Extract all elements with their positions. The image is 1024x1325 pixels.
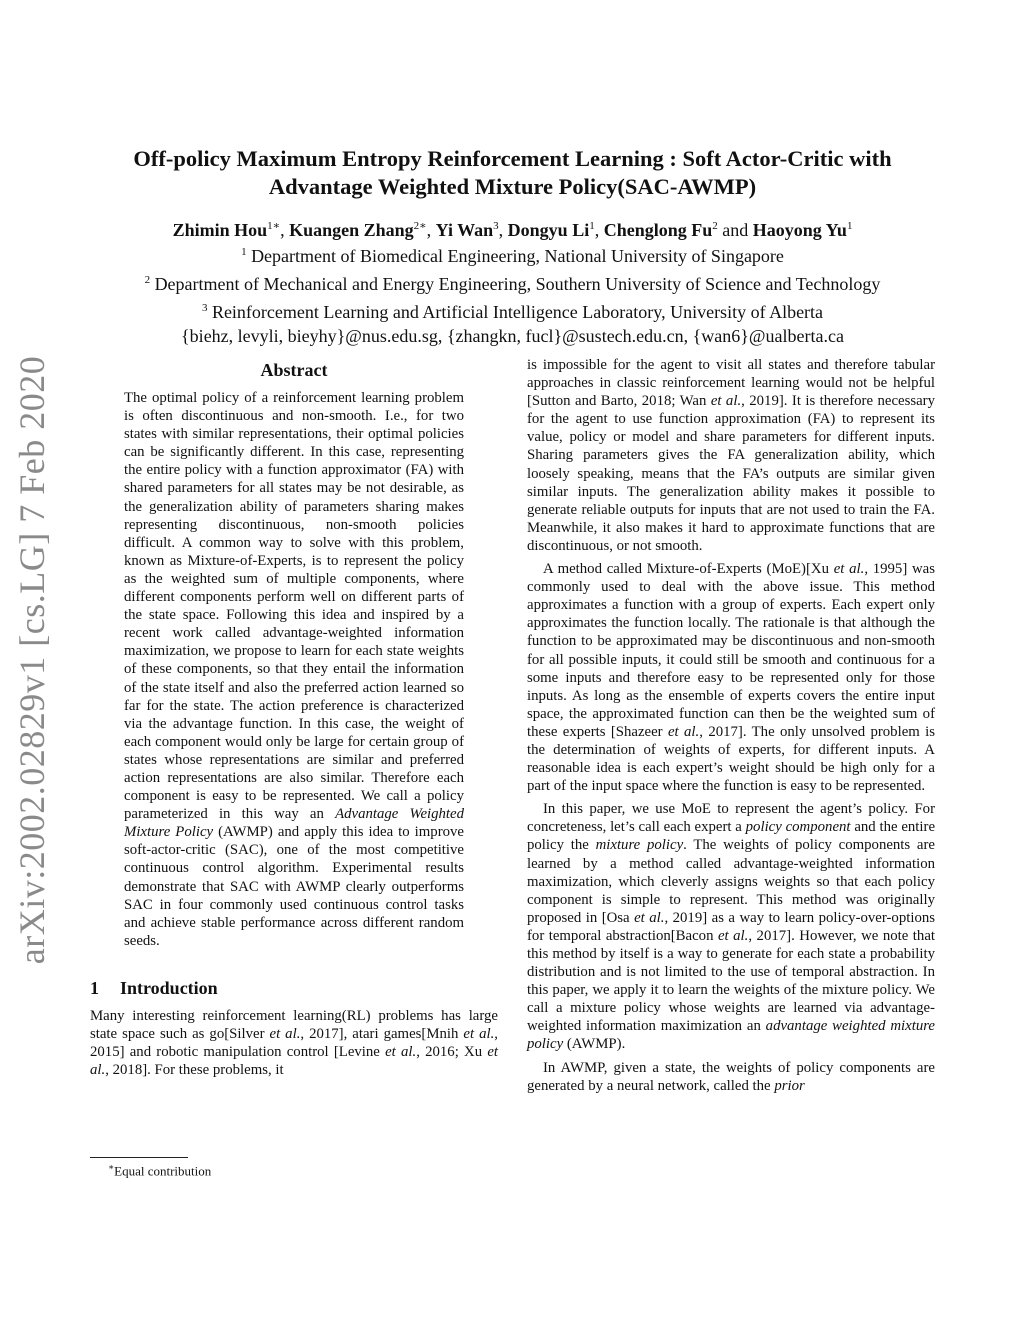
section-number: 1 — [90, 977, 99, 998]
author-name: Chenglong Fu — [603, 220, 713, 240]
intro-paragraph: A method called Mixture-of-Experts (MoE)[Xu et al., 1995] was commonly used to deal with the above issue. This method approximates a function with a group of experts. Each expert only approximates the function locally. The rationale is that although the function to be approximated may be discontinuous and non-smooth for all possible inputs, it could still be smooth and continuous for a some inputs and therefore easy to be represented only for those inputs. As long as the ensemble of experts covers the entire input space, the approximated function can then be the weighted sum of these experts [Shazeer et al., 2017]. The only unsolved problem is the determination of weights of experts, for different inputs. A reasonable idea is each expert’s weight should be high only for a part of the input space where the function is easy to be represented. — [527, 561, 936, 795]
affiliation-line: $^3$ Reinforcement Learning and Artificial Intelligence Laboratory, University of Alberta — [201, 302, 824, 322]
author-name: Zhimin Hou — [172, 220, 268, 240]
footnote-rule — [90, 1157, 188, 1158]
right-column — [527, 356, 935, 1095]
intro-paragraph: Many interesting reinforcement learning(RL) problems has large state space such as go[Silver et al., 2017], atari games[Mnih et al., 2015] and robotic manipulation control [Levine et al., 2016; Xu et al., 2018]. For these problems, it — [90, 1007, 498, 1079]
paper-title — [90, 145, 935, 201]
author-affil-mark: 2∗ — [413, 220, 427, 232]
author-name: Dongyu Li — [507, 220, 590, 240]
email-line: {biehz, levyli, bieyhy}@nus.edu.sg, {zhangkn, fucl}@sustech.edu.cn, {wan6}@ualberta.ca — [181, 326, 844, 346]
left-column — [90, 360, 498, 1079]
intro-paragraph: is impossible for the agent to visit all states and therefore tabular approaches in classic reinforcement learning would not be helpful [Sutton and Barto, 2018; Wan et al., 2019]. It is therefore necessary for the agent to use function approximation (FA) to represent its value, policy or model and share parameters for different inputs. Sharing parameters gives the FA generalization ability, which loosely speaking, means that the FA’s outputs are similar given similar inputs. The generalization ability makes it possible to generate reliable outputs for inputs that are not used to train the FA. Meanwhile, it also makes it hard to approximate functions that are discontinuous, or not smooth. — [527, 357, 935, 554]
author-affil-mark: 1∗ — [267, 220, 281, 232]
affiliation-line: $^2$ Department of Mechanical and Energy Engineering, Southern University of Science and Technology — [144, 274, 881, 294]
author-affil-mark: 1 — [589, 220, 595, 232]
footnote: ∗Equal contribution — [108, 1162, 212, 1179]
arxiv-stamp — [10, 355, 54, 965]
author-list: Zhimin Hou$^{1∗}$, Kuangen Zhang$^{2∗}$, Yi Wan$^3$, Dongyu Li$^1$, Chenglong Fu$^2$ and Haoyong Yu$^1$ — [172, 220, 853, 240]
intro-paragraph: In this paper, we use MoE to represent the agent’s policy. For concreteness, let’s call each expert a policy component and the entire policy the mixture policy. The weights of policy components are learned by a method called advantage-weighted information maximization, which cleverly assigns weights so that each policy component is simple to represent. This method was originally proposed in [Osa et al., 2019] as a way to learn policy-over-options for temporal abstraction[Bacon et al., 2017]. However, we note that this method by itself is a way to generate for each state a probability distribution and is not limited to the use of temporal abstraction. In this paper, we apply it to learn the weights of the mixture policy. We call a mixture policy whose weights are learned via advantage-weighted information maximization an advantage weighted mixture policy (AWMP). — [527, 801, 936, 1053]
title-line-2: Advantage Weighted Mixture Policy(SAC-AWMP) — [268, 174, 757, 199]
section-heading-introduction — [90, 978, 498, 999]
section-title: Introduction — [120, 977, 218, 998]
abstract-heading: Abstract — [260, 360, 328, 380]
author-affil-mark: 3 — [493, 220, 499, 232]
author-name: Kuangen Zhang — [289, 220, 414, 240]
affiliation-line: $^1$ Department of Biomedical Engineering, National University of Singapore — [241, 246, 784, 266]
author-name: Haoyong Yu — [752, 220, 847, 240]
affiliations — [90, 240, 935, 348]
abstract-text: The optimal policy of a reinforcement learning problem is often discontinuous and non-smooth. I.e., for two states with similar representations, their optimal policies can be significantly different. In this case, representing the entire policy with a function approximator (FA) with shared parameters for all states may be not desirable, as the generalization ability of parameters sharing makes representing discontinuous, non-smooth policies difficult. A common way to solve with this problem, known as Mixture-of-Experts, is to represent the policy as the weighted sum of multiple components, where different components perform well on different parts of the state space. Following this idea and inspired by a recent work called advantage-weighted information maximization, we propose to learn for each state weights of these components, so that they entail the information of the state itself and also the preferred action learned so far for the state. The action preference is characterized via the advantage function. In this case, the weight of each component would only be large for certain group of states whose representations are similar and preferred action representations are also similar. Therefore each component is easy to be represented. We call a policy parameterized in this way an Advantage Weighted Mixture Policy (AWMP) and apply this idea to improve soft-actor-critic (SAC), one of the most competitive continuous control algorithm. Experimental results demonstrate that SAC with AWMP clearly outperforms SAC in four commonly used continuous control tasks and achieve stable performance across different random seeds. — [124, 390, 465, 949]
author-affil-mark: 2 — [712, 220, 718, 232]
intro-paragraph: In AWMP, given a state, the weights of policy components are generated by a neural network, called the prior — [527, 1059, 935, 1094]
author-affil-mark: 1 — [846, 220, 853, 232]
arxiv-identifier[interactable]: arXiv:2002.02829v1 [cs.LG] 7 Feb 2020 — [12, 355, 53, 965]
author-name: Yi Wan — [435, 220, 494, 240]
author-conjunction: and — [722, 220, 749, 240]
title-line-1: Off-policy Maximum Entropy Reinforcement Learning : Soft Actor-Critic with — [133, 146, 892, 171]
